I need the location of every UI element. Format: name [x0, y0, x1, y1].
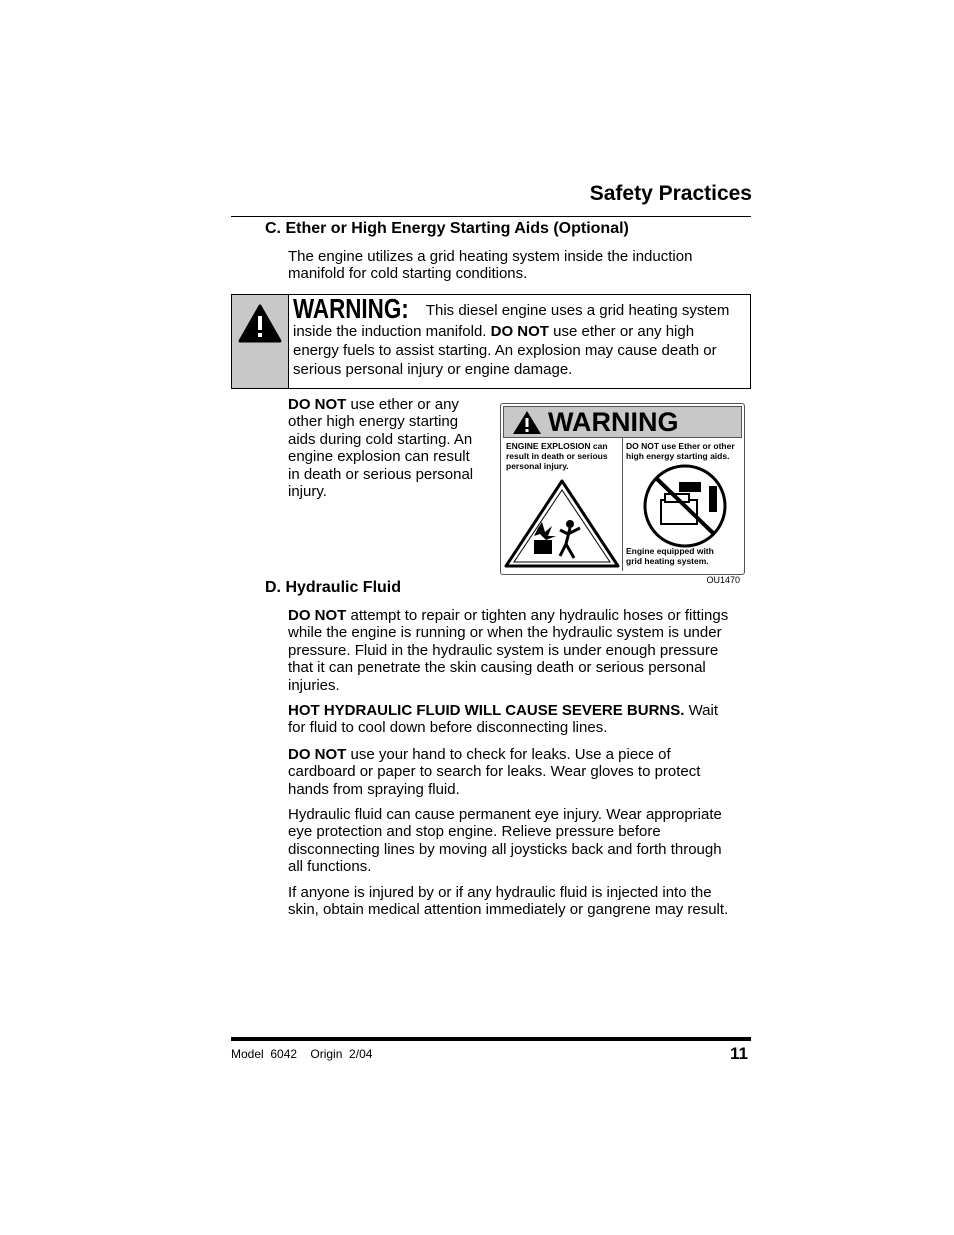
decal-left-text: ENGINE EXPLOSION can result in death or serious personal injury.	[506, 441, 608, 471]
warning-box	[231, 294, 751, 389]
footer-rule	[231, 1037, 751, 1041]
decal-right-bottom-text: Engine equipped with grid heating system.	[626, 546, 714, 566]
section-d-p4: Hydraulic fluid can cause permanent eye injury. Wear appropriate eye protection and stop engine. Relieve pressure before disconnecting lines by moving all joysticks back and forth through all functions.	[288, 806, 722, 876]
footer-model: Model 6042 Origin 2/04	[231, 1047, 373, 1061]
no-ether-icon	[641, 464, 731, 550]
decal-header: WARNING	[503, 406, 742, 438]
decal-warning-icon	[510, 407, 544, 437]
decal-code: OU1470	[706, 575, 740, 585]
page-title: Safety Practices	[589, 182, 752, 205]
section-d-p1: DO NOT attempt to repair or tighten any hydraulic hoses or fittings while the engine is running or when the hydraulic system is under pressure. Fluid in the hydraulic system is under enough pressure that it can penetrate the skin causing death or serious personal injuries.	[288, 607, 729, 694]
section-d-heading: D. Hydraulic Fluid	[265, 579, 402, 596]
header-rule	[231, 216, 751, 217]
page-number: 11	[730, 1044, 748, 1063]
warning-sidebar	[232, 295, 289, 388]
section-c-intro: The engine utilizes a grid heating system inside the induction manifold for cold starting conditions.	[288, 248, 693, 283]
section-d-p3: DO NOT use your hand to check for leaks. Use a piece of cardboard or paper to search for leaks. Wear gloves to protect hands from spraying fluid.	[288, 746, 701, 798]
section-c-heading: C. Ether or High Energy Starting Aids (Optional)	[265, 220, 629, 237]
section-d-p5: If anyone is injured by or if any hydraulic fluid is injected into the skin, obtain medical attention immediately or gangrene may result.	[288, 884, 729, 919]
warning-decal	[500, 403, 745, 575]
explosion-hazard-icon	[504, 478, 622, 570]
section-c-body: DO NOT use ether or any other high energy starting aids during cold starting. An engine explosion can result in death or serious personal injury.	[288, 396, 474, 501]
section-d-p2: HOT HYDRAULIC FLUID WILL CAUSE SEVERE BURNS. Wait for fluid to cool down before disconnecting lines.	[288, 702, 719, 737]
decal-right-text: DO NOT use Ether or other high energy starting aids.	[626, 441, 735, 461]
warning-triangle-icon	[232, 295, 288, 388]
warning-text: WARNING: This diesel engine uses a grid heating system inside the induction manifold. DO NOT use ether or any high energy fuels to assist starting. An explosion may cause death or serious personal injury or engine damage.	[293, 293, 730, 378]
warning-word: WARNING:	[293, 293, 409, 324]
